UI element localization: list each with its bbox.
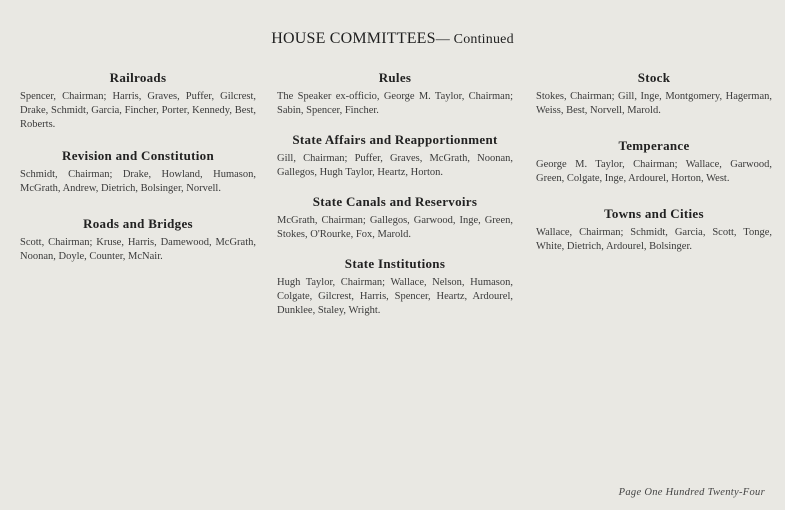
committee-members: Stokes, Chairman; Gill, Inge, Montgomery, Hagerman, Weiss, Best, Norvell, Marold. (536, 91, 772, 116)
committee-towns-cities (536, 206, 772, 254)
committee-name: Railroads (109, 70, 167, 85)
committee-name: Rules (378, 70, 412, 85)
committee-name: Roads and Bridges (83, 216, 193, 231)
committee-name: State Institutions (344, 256, 446, 271)
committee-members: McGrath, Chairman; Gallegos, Garwood, Inge, Green, Stokes, O'Rourke, Fox, Marold. (277, 215, 513, 240)
committee-stock (536, 70, 772, 118)
committee-name: Temperance (618, 138, 690, 153)
committee-members: Spencer, Chairman; Harris, Graves, Puffer, Gilcrest, Drake, Schmidt, Garcia, Fincher, Porter, Kennedy, Best, Roberts. (20, 91, 256, 130)
committee-column-2 (277, 70, 513, 332)
committee-members: Scott, Chairman; Kruse, Harris, Damewood, McGrath, Noonan, Doyle, Counter, McNair. (20, 237, 256, 262)
committee-column-3 (536, 70, 772, 266)
committee-members: The Speaker ex-officio, George M. Taylor, Chairman; Sabin, Spencer, Fincher. (277, 91, 513, 116)
committee-members: George M. Taylor, Chairman; Wallace, Garwood, Green, Colgate, Inge, Ardourel, Horton, West. (536, 159, 772, 184)
committee-temperance (536, 138, 772, 186)
committee-members: Wallace, Chairman; Schmidt, Garcia, Scott, Tonge, White, Dietrich, Ardourel, Bolsinger. (536, 227, 772, 252)
committee-members: Schmidt, Chairman; Drake, Howland, Humason, McGrath, Andrew, Dietrich, Bolsinger, Norvell. (20, 169, 256, 194)
committee-rules (277, 70, 513, 118)
committee-members: Gill, Chairman; Puffer, Graves, McGrath, Noonan, Gallegos, Hugh Taylor, Heartz, Horton. (277, 153, 513, 178)
page-title (0, 30, 785, 48)
page-number: Page One Hundred Twenty-Four (618, 487, 765, 498)
committee-revision-constitution (20, 148, 256, 196)
committee-roads-bridges (20, 216, 256, 264)
committee-name: Revision and Constitution (62, 148, 214, 163)
committee-name: State Affairs and Reapportionment (292, 132, 498, 147)
committee-name: State Canals and Reservoirs (312, 194, 478, 209)
committee-name: Stock (637, 70, 671, 85)
committee-state-canals (277, 194, 513, 242)
committee-railroads (20, 70, 256, 132)
committee-name: Towns and Cities (604, 206, 704, 221)
committee-members: Hugh Taylor, Chairman; Wallace, Nelson, Humason, Colgate, Gilcrest, Harris, Spencer, Heartz, Ardourel, Dunklee, Staley, Wright. (277, 277, 513, 316)
page-title-main: HOUSE COMMITTEES (271, 30, 436, 47)
committee-state-institutions (277, 256, 513, 318)
committee-state-affairs (277, 132, 513, 180)
committee-column-1 (20, 70, 256, 276)
page-title-continued: — Continued (435, 32, 514, 47)
